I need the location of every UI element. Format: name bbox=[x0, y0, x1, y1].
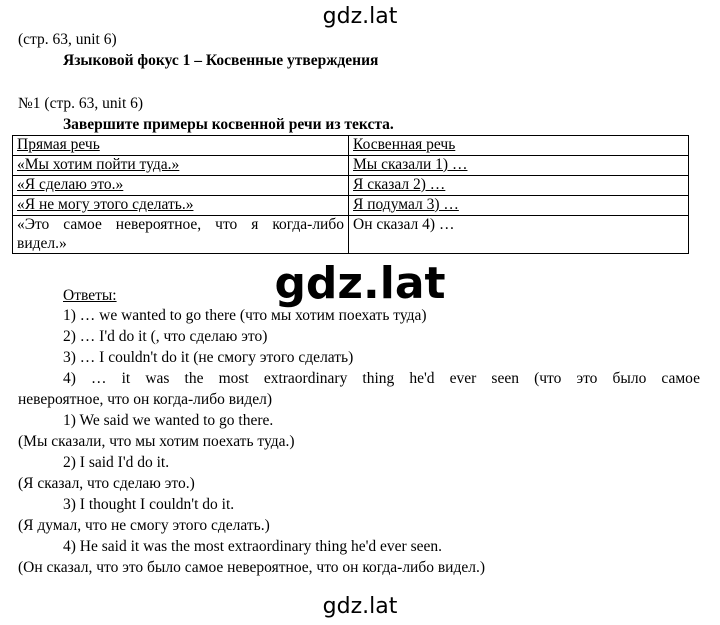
table-row bbox=[13, 215, 689, 254]
watermark-bottom: gdz.lat bbox=[322, 594, 398, 619]
reported-speech-cell: Я подумал 3) … bbox=[349, 195, 689, 215]
exercise-instruction: Завершите примеры косвенной речи из текста. bbox=[63, 116, 394, 133]
answer-line: 3) … I couldn't do it (не смогу этого сделать) bbox=[63, 349, 354, 366]
reported-speech-cell: Я сказал 2) … bbox=[349, 175, 689, 195]
table-row bbox=[13, 155, 689, 175]
answer-line: (Он сказал, что это было самое невероятное, что он когда-либо видел.) bbox=[18, 559, 486, 576]
answers-label: Ответы: bbox=[63, 287, 117, 304]
answer-line: 2) … I'd do it (, что сделаю это) bbox=[63, 328, 268, 345]
reported-speech-cell: Мы сказали 1) … bbox=[349, 155, 689, 175]
direct-speech-cell: «Мы хотим пойти туда.» bbox=[13, 155, 349, 175]
answer-line: (Мы сказали, что мы хотим поехать туда.) bbox=[18, 433, 295, 450]
answer-line: (Я сказал, что сделаю это.) bbox=[18, 475, 195, 492]
answer-line: 2) I said I'd do it. bbox=[63, 454, 170, 471]
answer-line: 3) I thought I couldn't do it. bbox=[63, 496, 235, 513]
section-title: Языковой фокус 1 – Косвенные утверждения bbox=[63, 52, 379, 69]
direct-speech-cell: «Я не могу этого сделать.» bbox=[13, 195, 349, 215]
answer-line: (Я думал, что не смогу этого сделать.) bbox=[18, 517, 270, 534]
answer-line: 1) We said we wanted to go there. bbox=[63, 412, 274, 429]
answer-line: 1) … we wanted to go there (что мы хотим поехать туда) bbox=[63, 307, 427, 324]
direct-speech-cell: «Это самое невероятное, что я когда-либо видел.» bbox=[13, 215, 349, 254]
answer-line: 4) … it was the most extraordinary thing he'd ever seen (что это было самое bbox=[63, 370, 700, 387]
watermark-top: gdz.lat bbox=[322, 4, 398, 29]
table-header-row bbox=[13, 136, 689, 156]
direct-speech-cell: «Я сделаю это.» bbox=[13, 175, 349, 195]
header-direct-speech: Прямая речь bbox=[13, 136, 349, 156]
answer-line: 4) He said it was the most extraordinary thing he'd ever seen. bbox=[63, 538, 442, 555]
header-reported-speech: Косвенная речь bbox=[349, 136, 689, 156]
exercise-number: №1 (стр. 63, unit 6) bbox=[18, 95, 144, 112]
reported-speech-cell: Он сказал 4) … bbox=[349, 215, 689, 254]
page-reference: (стр. 63, unit 6) bbox=[18, 31, 117, 48]
answer-line: невероятное, что он когда-либо видел) bbox=[18, 391, 272, 408]
speech-table bbox=[12, 135, 689, 254]
watermark-center: gdz.lat bbox=[274, 258, 446, 309]
table-row bbox=[13, 175, 689, 195]
table-row bbox=[13, 195, 689, 215]
